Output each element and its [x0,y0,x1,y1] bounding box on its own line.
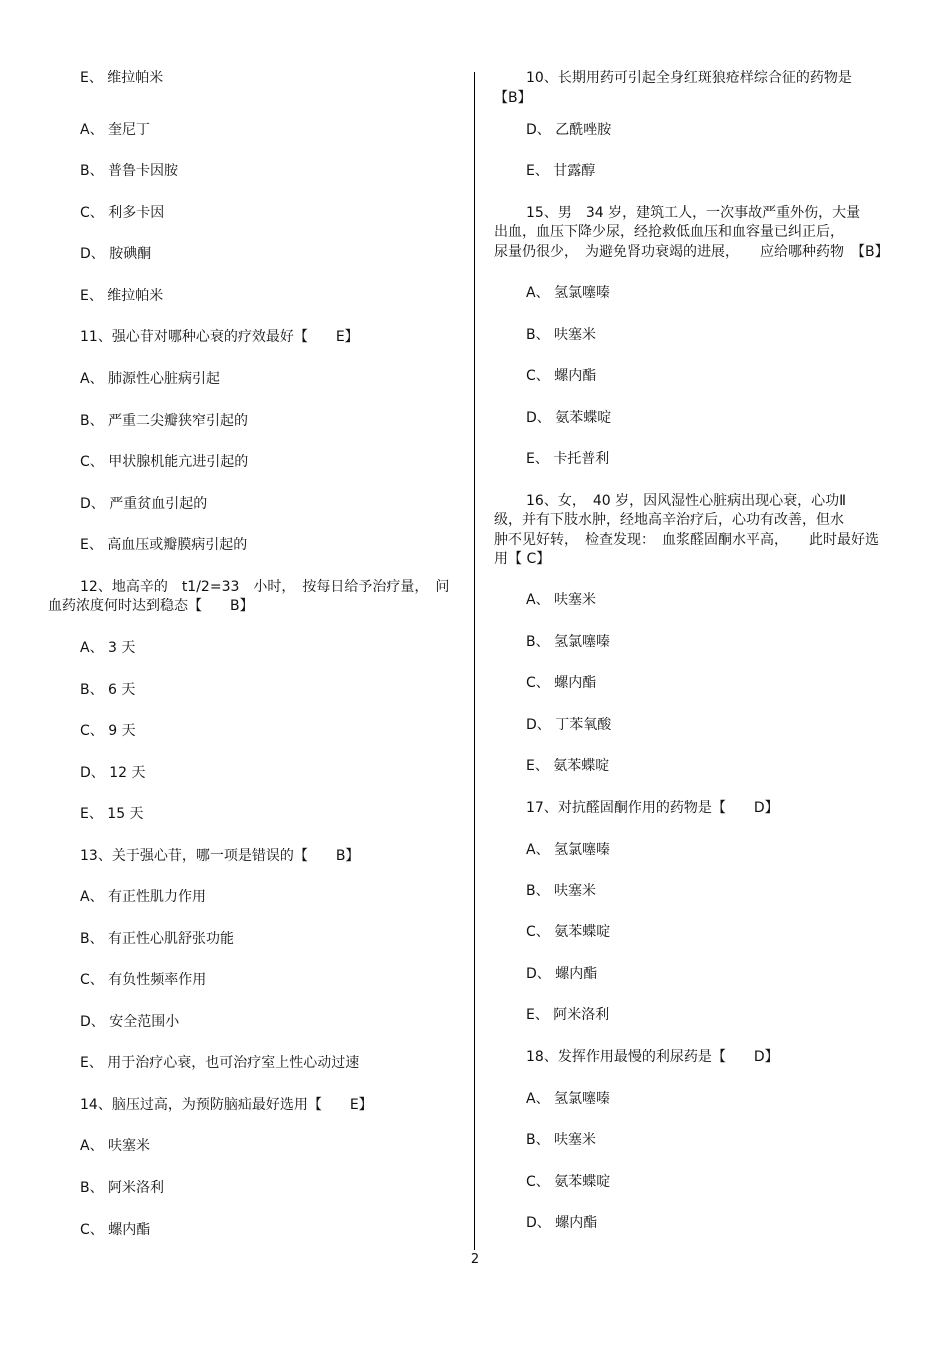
column-divider [474,72,475,1250]
option-d: D、 12 天 [80,765,146,781]
option-d: D、 氨苯蝶啶 [526,410,612,426]
option-d: D、 安全范围小 [80,1014,180,1030]
option-e: E、 用于治疗心衰，也可治疗室上性心动过速 [80,1055,360,1071]
question-text: 13、关于强心苷，哪一项是错误的【 B】 [80,848,360,864]
option-c: C、 9 天 [80,723,136,739]
question-text-continued: 用【 C】 [494,551,551,567]
option-e: E、 卡托普利 [526,451,610,467]
option-b: B、 阿米洛利 [80,1180,165,1196]
question-text: 10、长期用药可引起全身红斑狼疮样综合征的药物是 [526,70,852,86]
option-b: B、 呋塞米 [526,327,597,343]
option-e: E、 甘露醇 [526,163,596,179]
option-c: C、 螺内酯 [80,1222,151,1238]
option-a: A、 氢氯噻嗪 [526,285,611,301]
option-e: E、 15 天 [80,806,144,822]
option-c: C、 氨苯蝶啶 [526,924,611,940]
question-text: 17、对抗醛固酮作用的药物是【 D】 [526,800,779,816]
option-b: B、 6 天 [80,682,136,698]
question-text-continued: 【B】 [494,90,532,106]
question-text: 12、地高辛的 t1/2=33 小时， 按每日给予治疗量， 问 [80,579,450,595]
question-text: 16、女， 40 岁，因风湿性心脏病出现心衰，心功Ⅱ [526,493,846,509]
option-a: A、 呋塞米 [526,592,597,608]
option-e: E、 阿米洛利 [526,1007,610,1023]
option-b: B、 严重二尖瓣狭窄引起的 [80,413,249,429]
option-c: C、 氨苯蝶啶 [526,1174,611,1190]
question-text-continued: 血药浓度何时达到稳态【 B】 [48,598,254,614]
question-text: 14、脑压过高，为预防脑疝最好选用【 E】 [80,1097,373,1113]
option-b: B、 呋塞米 [526,883,597,899]
option-c: C、 甲状腺机能亢进引起的 [80,454,249,470]
question-text: 18、发挥作用最慢的利尿药是【 D】 [526,1049,779,1065]
option-d: D、 螺内酯 [526,966,598,982]
option-a: A、 3 天 [80,640,136,656]
option-d: D、 严重贫血引起的 [80,496,208,512]
option-a: A、 氢氯噻嗪 [526,842,611,858]
question-text-continued: 肿不见好转， 检查发现： 血浆醛固酮水平高， 此时最好选 [494,532,879,548]
option-e: E、 维拉帕米 [80,288,164,304]
option-a: A、 氢氯噻嗪 [526,1091,611,1107]
page-number: 2 [470,1252,480,1267]
option-d: D、 丁苯氧酸 [526,717,612,733]
option-a: A、 肺源性心脏病引起 [80,371,221,387]
question-text-continued: 级，并有下肢水肿，经地高辛治疗后，心功有改善，但水 [494,512,844,528]
question-text-continued: 出血，血压下降少尿，经抢救低血压和血容量已纠正后， [494,224,844,240]
option-d: D、 乙酰唑胺 [526,122,612,138]
option-d: D、 螺内酯 [526,1215,598,1231]
question-text-continued: 尿量仍很少， 为避免肾功衰竭的进展， 应给哪种药物 【B】 [494,244,889,260]
option-c: C、 螺内酯 [526,675,597,691]
question-text: 11、强心苷对哪种心衰的疗效最好【 E】 [80,329,359,345]
option-e: E、 维拉帕米 [80,70,164,86]
option-c: C、 有负性频率作用 [80,972,207,988]
option-a: A、 奎尼丁 [80,122,151,138]
option-b: B、 呋塞米 [526,1132,597,1148]
question-text: 15、男 34 岁，建筑工人，一次事故严重外伤，大量 [526,205,861,221]
option-a: A、 有正性肌力作用 [80,889,207,905]
option-c: C、 利多卡因 [80,205,165,221]
option-a: A、 呋塞米 [80,1138,151,1154]
option-e: E、 高血压或瓣膜病引起的 [80,537,248,553]
option-e: E、 氨苯蝶啶 [526,758,610,774]
option-b: B、 普鲁卡因胺 [80,163,179,179]
option-b: B、 氢氯噻嗪 [526,634,611,650]
option-b: B、 有正性心肌舒张功能 [80,931,235,947]
option-c: C、 螺内酯 [526,368,597,384]
option-d: D、 胺碘酮 [80,246,152,262]
